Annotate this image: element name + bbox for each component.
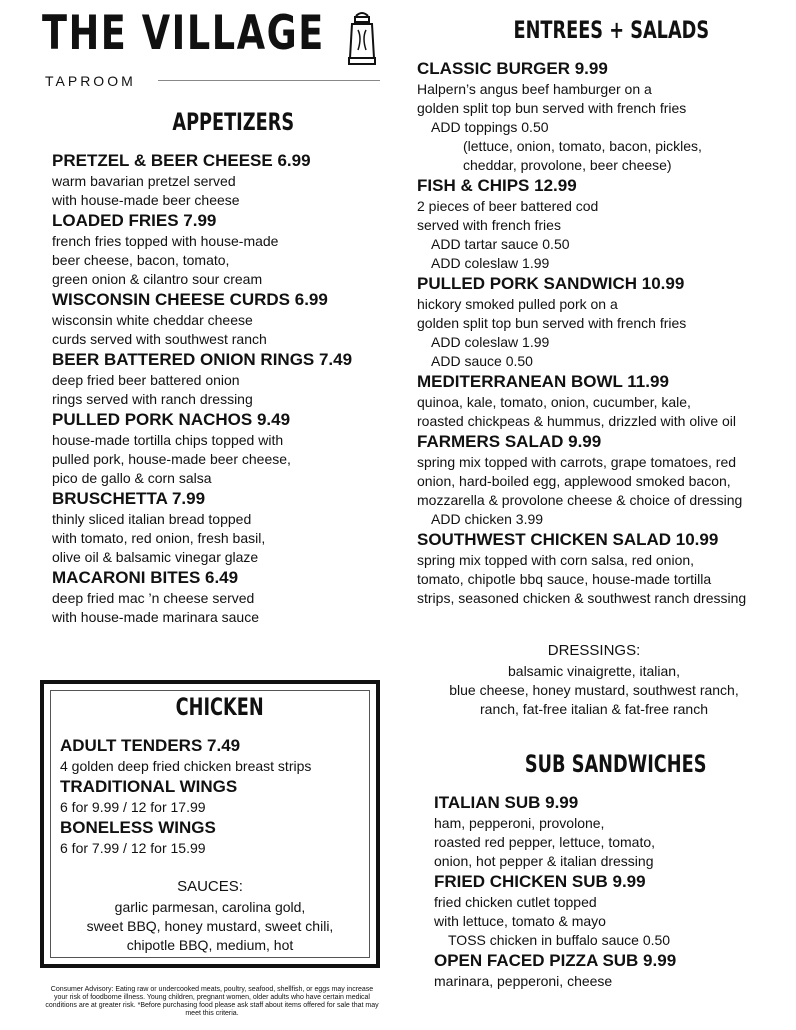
menu-item-italian-sub: ITALIAN SUB 9.99 ham, pepperoni, provolone, roasted red pepper, lettuce, tomato, onion, hot pepper & italian dressing bbox=[434, 793, 656, 869]
menu-item-fish-chips: FISH & CHIPS 12.99 2 pieces of beer battered cod served with french fries ADD tartar sauce 0.50 ADD coleslaw 1.99 bbox=[417, 176, 599, 271]
sauces-section: SAUCES: garlic parmesan, carolina gold, sweet BBQ, honey mustard, sweet chili, chipotle BBQ, medium, hot bbox=[50, 876, 370, 955]
menu-item-onion-rings: BEER BATTERED ONION RINGS 7.49 deep fried beer battered onion rings served with ranch dressing bbox=[52, 350, 353, 407]
menu-item-southwest-salad: SOUTHWEST CHICKEN SALAD 10.99 spring mix topped with corn salsa, red onion, tomato, chipotle bbq sauce, house-made tortilla strips, seasoned chicken & southwest ranch dressing bbox=[417, 530, 747, 606]
appetizers-list bbox=[52, 150, 352, 627]
entrees-heading: ENTREES + SALADS bbox=[513, 16, 710, 44]
dressings-heading: DRESSINGS: bbox=[547, 642, 641, 659]
menu-item-bruschetta: BRUSCHETTA 7.99 thinly sliced italian bread topped with tomato, red onion, fresh basil, olive oil & balsamic vinegar glaze bbox=[52, 489, 266, 565]
menu-item-traditional-wings: TRADITIONAL WINGS 6 for 9.99 / 12 for 17.99 bbox=[60, 777, 238, 815]
dressings-section: DRESSINGS: balsamic vinaigrette, italian, blue cheese, honey mustard, southwest ranch, ranch, fat-free italian & fat-free ranch bbox=[416, 640, 772, 719]
menu-item-farmers-salad: FARMERS SALAD 9.99 spring mix topped with carrots, grape tomatoes, red onion, hard-boiled egg, applewood smoked bacon, mozzarella & provolone cheese & choice of dressing ADD chicken 3.99 bbox=[417, 432, 743, 527]
menu-item-cheese-curds: WISCONSIN CHEESE CURDS 6.99 wisconsin white cheddar cheese curds served with southwest ranch bbox=[52, 290, 328, 347]
menu-item-fried-chicken-sub: FRIED CHICKEN SUB 9.99 fried chicken cutlet topped with lettuce, tomato & mayo TOSS chicken in buffalo sauce 0.50 bbox=[434, 872, 671, 948]
header-divider bbox=[158, 80, 380, 81]
chicken-heading: CHICKEN bbox=[175, 693, 264, 721]
menu-item-mediterranean-bowl: MEDITERRANEAN BOWL 11.99 quinoa, kale, tomato, onion, cucumber, kale, roasted chickpeas & hummus, drizzled with olive oil bbox=[417, 372, 737, 429]
menu-item-pretzel: PRETZEL & BEER CHEESE 6.99 warm bavarian pretzel served with house-made beer cheese bbox=[52, 151, 311, 208]
sauces-heading: SAUCES: bbox=[177, 878, 243, 895]
chicken-list bbox=[60, 735, 311, 858]
restaurant-name: THE VILLAGE bbox=[42, 6, 325, 61]
lantern-icon bbox=[345, 10, 379, 68]
consumer-advisory: Consumer Advisory: Eating raw or undercooked meats, poultry, seafood, shellfish, or eggs may increase your risk of foodborne illness. Young children, pregnant women, older adults who have certain medical conditions are at greater risk. *Before purchasing food please ask staff about items offered for sale that may meet this criteria. bbox=[45, 986, 379, 1017]
subs-list bbox=[434, 792, 676, 991]
menu-item-nachos: PULLED PORK NACHOS 9.49 house-made tortilla chips topped with pulled pork, house-made beer cheese, pico de gallo & corn salsa bbox=[52, 410, 291, 486]
entrees-list bbox=[417, 58, 746, 608]
subs-heading: SUB SANDWICHES bbox=[524, 750, 707, 778]
menu-item-pizza-sub: OPEN FACED PIZZA SUB 9.99 marinara, pepperoni, cheese bbox=[434, 951, 677, 989]
menu-item-classic-burger: CLASSIC BURGER 9.99 Halpern’s angus beef hamburger on a golden split top bun served with french fries ADD toppings 0.50 (lettuce, onion, tomato, bacon, pickles, cheddar, provolone, beer cheese) bbox=[417, 59, 702, 173]
appetizers-heading: APPETIZERS bbox=[172, 108, 295, 136]
menu-item-adult-tenders: ADULT TENDERS 7.49 4 golden deep fried chicken breast strips bbox=[60, 736, 312, 774]
restaurant-subtitle: TAPROOM bbox=[45, 73, 136, 89]
menu-item-macaroni-bites: MACARONI BITES 6.49 deep fried mac ’n cheese served with house-made marinara sauce bbox=[52, 568, 259, 625]
menu-item-loaded-fries: LOADED FRIES 7.99 french fries topped with house-made beer cheese, bacon, tomato, green onion & cilantro sour cream bbox=[52, 211, 279, 287]
menu-item-pulled-pork-sandwich: PULLED PORK SANDWICH 10.99 hickory smoked pulled pork on a golden split top bun served with french fries ADD coleslaw 1.99 ADD sauce 0.50 bbox=[417, 274, 687, 369]
menu-item-boneless-wings: BONELESS WINGS 6 for 7.99 / 12 for 15.99 bbox=[60, 818, 216, 856]
